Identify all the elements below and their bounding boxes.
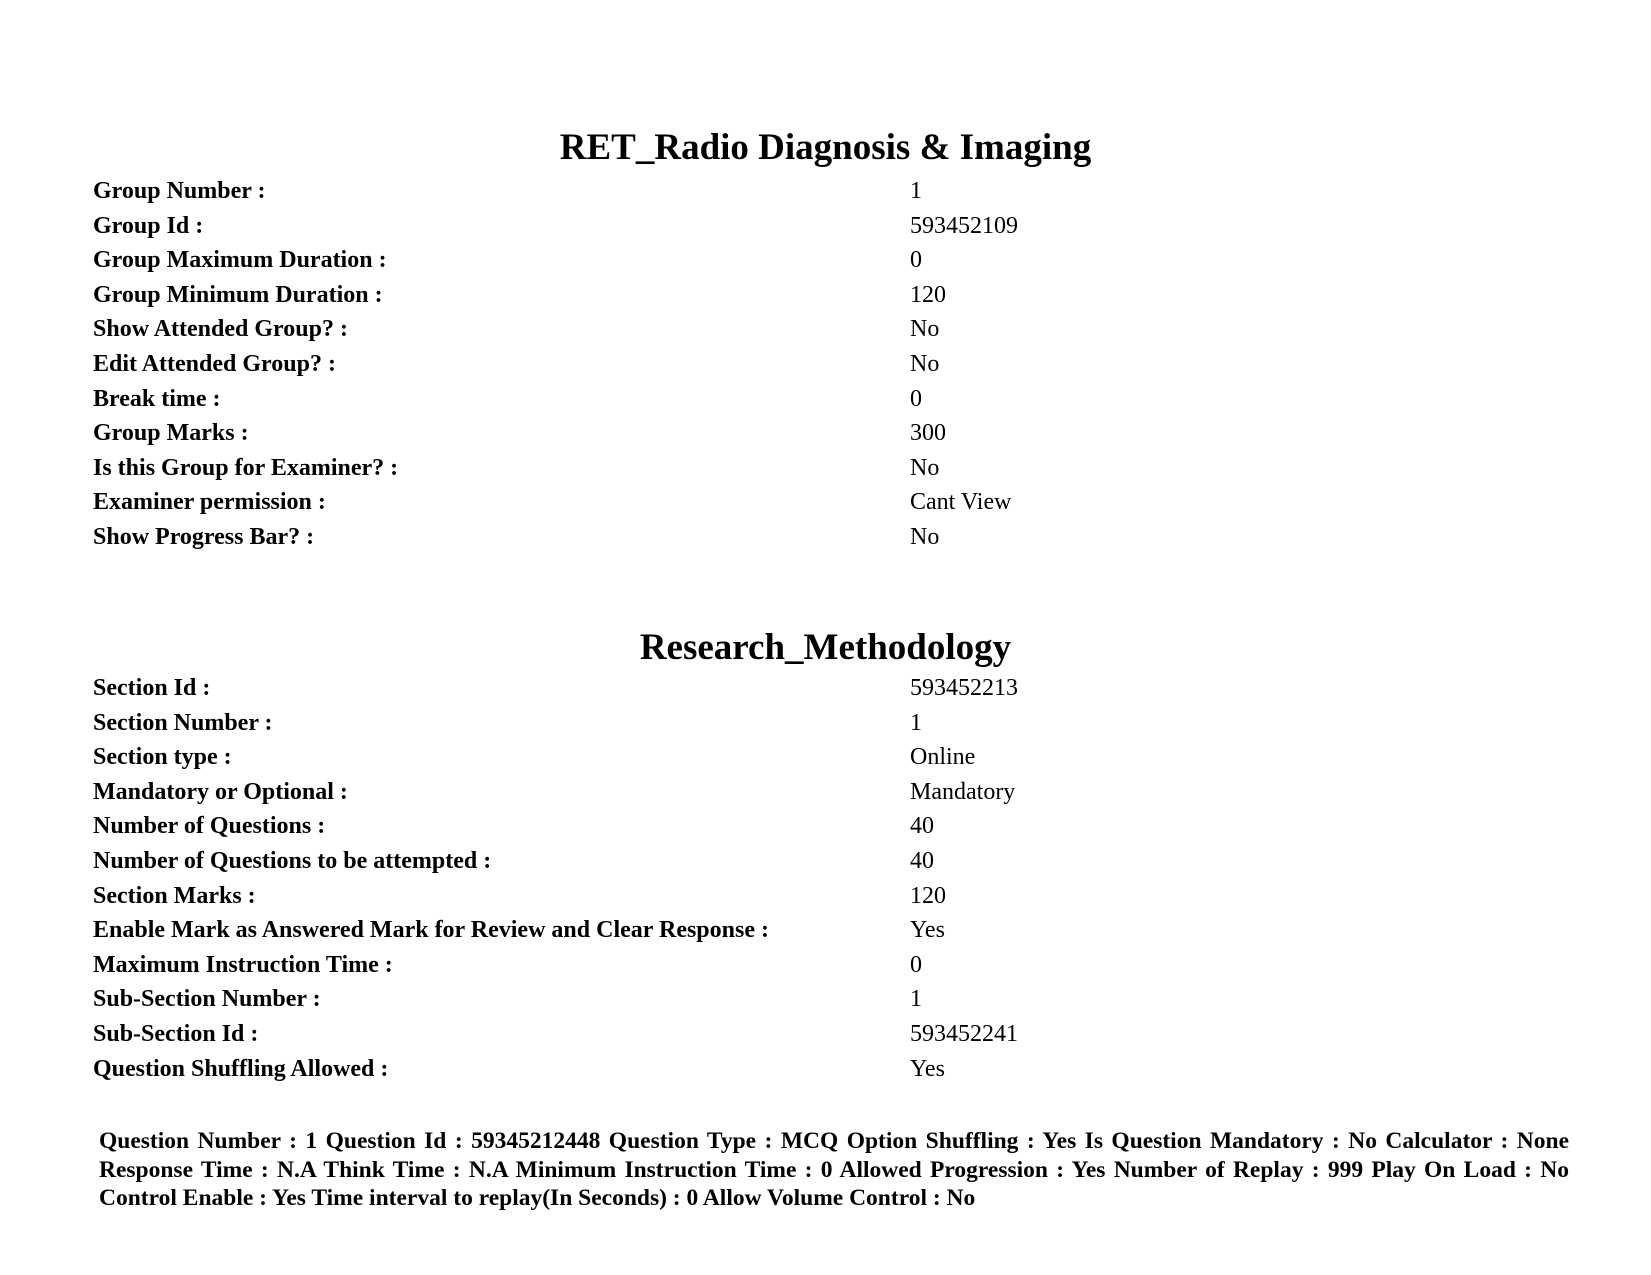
group-row-break-time [93,382,1553,417]
section-row-sub-section-id [93,1017,1553,1052]
row-value: 120 [910,281,946,308]
section-row-mandatory-optional [93,775,1553,810]
section-row-section-id [93,671,1553,706]
group-details-list [93,174,1553,555]
row-value: 40 [910,847,934,874]
row-value: 593452213 [910,675,1018,701]
row-value: 120 [910,882,946,909]
row-value: Yes [910,917,945,944]
group-row-max-duration [93,243,1553,278]
row-label: Number of Questions to be attempted : [93,847,492,874]
group-title: RET_Radio Diagnosis & Imaging [559,127,1092,168]
row-value: 0 [910,951,922,978]
row-label: Break time : [93,385,221,412]
row-value: No [910,454,940,481]
row-label: Show Attended Group? : [93,316,348,343]
row-value: 40 [910,813,934,840]
row-label: Group Id : [93,212,204,239]
row-value: No [910,350,940,377]
row-value: No [910,523,940,550]
row-value: 1 [910,986,922,1013]
row-label: Mandatory or Optional : [93,778,348,805]
row-label: Question Shuffling Allowed : [93,1055,389,1082]
row-value: 593452241 [910,1020,1018,1047]
group-row-group-marks [93,416,1553,451]
row-value: No [910,316,940,343]
row-label: Group Minimum Duration : [93,281,383,308]
row-label: Section type : [93,744,232,771]
row-value: 1 [910,709,922,736]
row-label: Section Marks : [93,882,256,909]
row-label: Show Progress Bar? : [93,523,315,550]
row-label: Is this Group for Examiner? : [93,454,399,481]
group-row-for-examiner [93,451,1553,486]
group-row-group-id [93,209,1553,244]
row-label: Group Marks : [93,420,249,447]
group-row-group-number [93,174,1553,209]
group-row-min-duration [93,278,1553,313]
section-row-section-type [93,740,1553,775]
row-label: Maximum Instruction Time : [93,951,393,978]
row-label: Examiner permission : [93,489,326,516]
row-value: Cant View [910,489,1012,516]
section-title: Research_Methodology [639,627,1012,668]
section-details-list [93,671,1553,1086]
section-row-questions-to-attempt [93,844,1553,879]
section-row-number-of-questions [93,809,1553,844]
group-row-edit-attended [93,347,1553,382]
question-info-paragraph: Question Number : 1 Question Id : 59345212448 Question Type : MCQ Option Shuffling : Yes Is Question Mandatory : No Calculator : None Response Time : N.A Think Time : N.A Minimum Instruction Time : 0 Allowed Progression : Yes Number of Replay : 999 Play On Load : No Control Enable : Yes Time interval to replay(In Seconds) : 0 Allow Volume Control : No [99,1128,1569,1211]
row-value: Online [910,744,976,771]
row-label: Section Number : [93,709,273,736]
row-label: Edit Attended Group? : [93,350,336,377]
row-label: Enable Mark as Answered Mark for Review and Clear Response : [93,917,769,944]
row-value: 593452109 [910,212,1018,239]
section-row-enable-mark-answered [93,913,1553,948]
group-row-show-attended [93,312,1553,347]
row-value: Yes [910,1055,945,1082]
row-value: 300 [910,420,946,447]
row-label: Section Id : [93,675,211,701]
section-row-section-number [93,706,1553,741]
row-value: 0 [910,385,922,412]
section-row-max-instruction-time [93,948,1553,983]
group-row-show-progress-bar [93,520,1553,555]
section-row-section-marks [93,879,1553,914]
section-row-sub-section-number [93,982,1553,1017]
row-label: Group Number : [93,178,266,204]
row-label: Sub-Section Id : [93,1020,259,1047]
row-label: Sub-Section Number : [93,986,321,1013]
row-value: Mandatory [910,778,1016,805]
section-row-question-shuffling [93,1052,1553,1087]
row-label: Number of Questions : [93,813,326,840]
group-row-examiner-permission [93,485,1553,520]
row-label: Group Maximum Duration : [93,247,387,274]
row-value: 0 [910,247,922,274]
row-value: 1 [910,178,922,204]
